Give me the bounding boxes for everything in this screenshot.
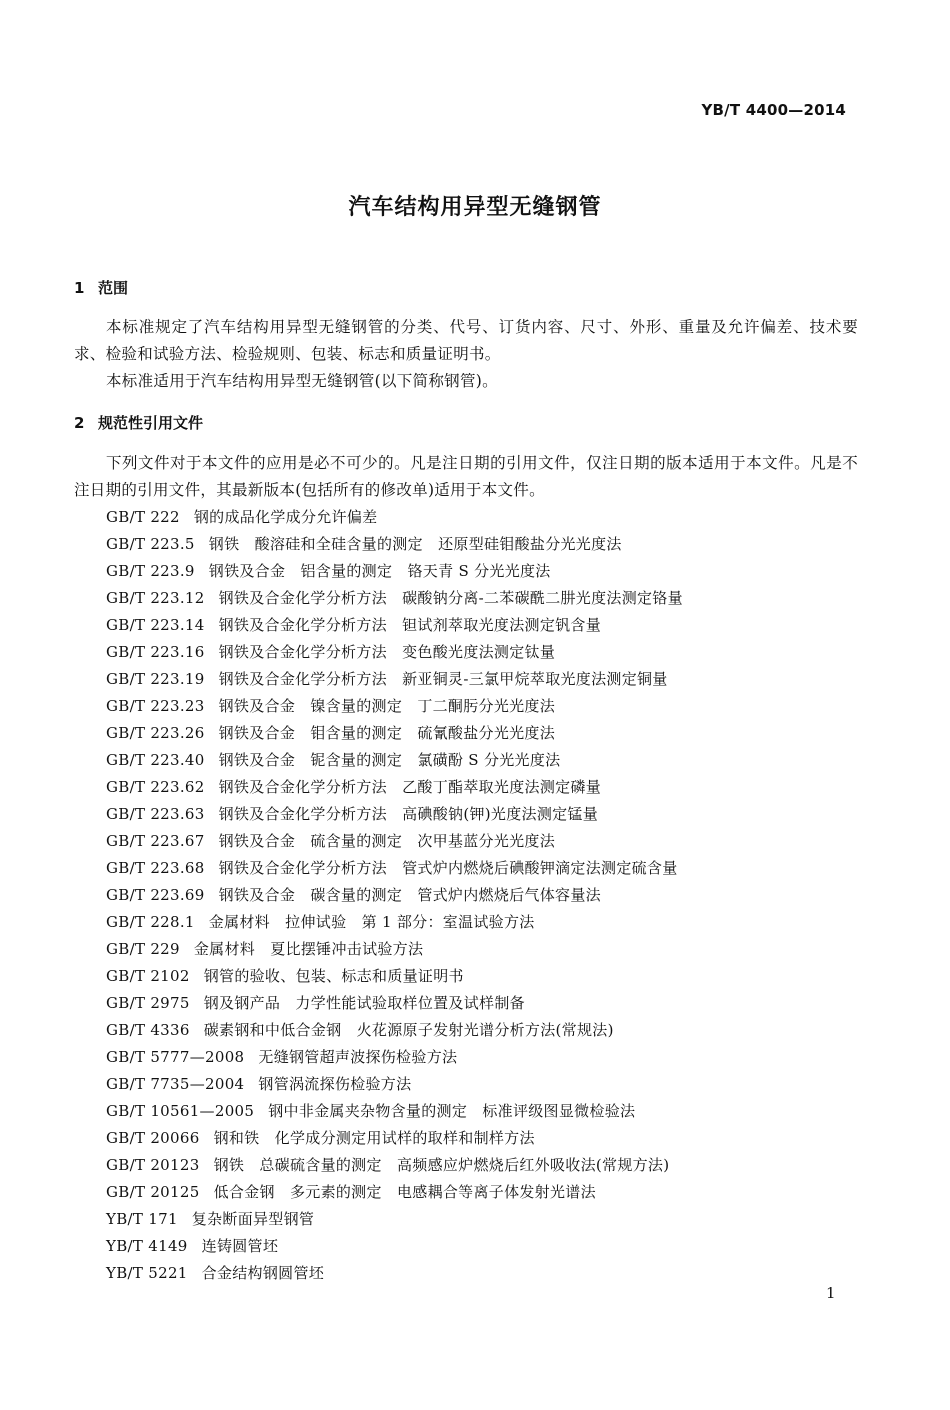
reference-title: 无缝钢管超声波探伤检验方法 — [258, 1048, 458, 1066]
reference-item — [106, 855, 683, 882]
reference-item — [106, 1017, 683, 1044]
reference-title: 钢铁及合金 钼含量的测定 硫氰酸盐分光光度法 — [218, 724, 556, 742]
reference-item — [106, 693, 683, 720]
reference-code: YB/T 5221 — [106, 1264, 188, 1282]
section-2-number: 2 — [74, 414, 85, 432]
reference-item — [106, 1098, 683, 1125]
reference-title: 钢铁及合金 铝含量的测定 铬天青 S 分光光度法 — [208, 562, 551, 580]
reference-code: GB/T 223.12 — [106, 589, 205, 607]
reference-title: 钢中非金属夹杂物含量的测定 标准评级图显微检验法 — [268, 1102, 636, 1120]
reference-item — [106, 1125, 683, 1152]
reference-code: GB/T 223.26 — [106, 724, 205, 742]
reference-code: GB/T 223.69 — [106, 886, 205, 904]
reference-title: 金属材料 拉伸试验 第 1 部分：室温试验方法 — [208, 913, 535, 931]
reference-code: GB/T 223.67 — [106, 832, 205, 850]
reference-item — [106, 1152, 683, 1179]
reference-item — [106, 963, 683, 990]
reference-code: GB/T 223.63 — [106, 805, 205, 823]
reference-title: 钢铁 酸溶硅和全硅含量的测定 还原型硅钼酸盐分光光度法 — [208, 535, 622, 553]
reference-code: GB/T 223.23 — [106, 697, 205, 715]
reference-item — [106, 639, 683, 666]
reference-code: GB/T 223.16 — [106, 643, 205, 661]
section-1-paragraph-1: 本标准规定了汽车结构用异型无缝钢管的分类、代号、订货内容、尺寸、外形、重量及允许偏差、技术要求、检验和试验方法、检验规则、包装、标志和质量证明书。 — [74, 318, 858, 363]
reference-code: GB/T 2102 — [106, 967, 190, 985]
reference-title: 钢铁及合金 碳含量的测定 管式炉内燃烧后气体容量法 — [218, 886, 601, 904]
reference-list — [106, 504, 683, 1287]
reference-title: 钢铁 总碳硫含量的测定 高频感应炉燃烧后红外吸收法(常规方法) — [213, 1156, 670, 1174]
reference-title: 钢铁及合金化学分析方法 乙酸丁酯萃取光度法测定磷量 — [218, 778, 602, 796]
reference-item — [106, 504, 683, 531]
reference-code: GB/T 228.1 — [106, 913, 195, 931]
reference-item — [106, 774, 683, 801]
reference-title: 钢铁及合金 硫含量的测定 次甲基蓝分光光度法 — [218, 832, 556, 850]
reference-code: YB/T 4149 — [106, 1237, 188, 1255]
reference-code: GB/T 223.62 — [106, 778, 205, 796]
reference-code: GB/T 223.14 — [106, 616, 205, 634]
reference-item — [106, 1071, 683, 1098]
reference-item — [106, 612, 683, 639]
reference-title: 钢的成品化学成分允许偏差 — [193, 508, 378, 526]
reference-title: 钢铁及合金化学分析方法 变色酸光度法测定钛量 — [218, 643, 556, 661]
reference-code: GB/T 5777—2008 — [106, 1048, 245, 1066]
standard-code: YB/T 4400—2014 — [701, 101, 846, 119]
reference-item — [106, 558, 683, 585]
reference-code: GB/T 4336 — [106, 1021, 190, 1039]
reference-code: GB/T 223.19 — [106, 670, 205, 688]
reference-title: 碳素钢和中低合金钢 火花源原子发射光谱分析方法(常规法) — [203, 1021, 614, 1039]
reference-code: GB/T 20125 — [106, 1183, 200, 1201]
reference-code: GB/T 223.9 — [106, 562, 195, 580]
section-1-number: 1 — [74, 279, 85, 297]
reference-item — [106, 585, 683, 612]
reference-code: GB/T 10561—2005 — [106, 1102, 255, 1120]
reference-title: 复杂断面异型钢管 — [191, 1210, 315, 1228]
reference-title: 钢管的验收、包装、标志和质量证明书 — [203, 967, 464, 985]
reference-item — [106, 990, 683, 1017]
reference-item — [106, 1260, 683, 1287]
section-1-paragraph-2: 本标准适用于汽车结构用异型无缝钢管(以下简称钢管)。 — [106, 372, 498, 390]
reference-title: 钢铁及合金 镍含量的测定 丁二酮肟分光光度法 — [218, 697, 556, 715]
reference-title: 连铸圆管坯 — [201, 1237, 279, 1255]
reference-code: GB/T 2975 — [106, 994, 190, 1012]
reference-item — [106, 666, 683, 693]
reference-item — [106, 531, 683, 558]
reference-title: 钢铁及合金化学分析方法 高碘酸钠(钾)光度法测定锰量 — [218, 805, 599, 823]
reference-code: GB/T 222 — [106, 508, 180, 526]
reference-item — [106, 1233, 683, 1260]
reference-title: 钢和铁 化学成分测定用试样的取样和制样方法 — [213, 1129, 535, 1147]
reference-title: 金属材料 夏比摆锤冲击试验方法 — [193, 940, 424, 958]
reference-title: 钢管涡流探伤检验方法 — [258, 1075, 412, 1093]
reference-item — [106, 1179, 683, 1206]
reference-title: 低合金钢 多元素的测定 电感耦合等离子体发射光谱法 — [213, 1183, 596, 1201]
reference-code: YB/T 171 — [106, 1210, 178, 1228]
section-2-intro: 下列文件对于本文件的应用是必不可少的。凡是注日期的引用文件，仅注日期的版本适用于本文件。凡是不注日期的引用文件，其最新版本(包括所有的修改单)适用于本文件。 — [74, 454, 858, 499]
section-1-title: 范围 — [98, 279, 129, 297]
reference-title: 钢及钢产品 力学性能试验取样位置及试样制备 — [203, 994, 525, 1012]
reference-item — [106, 909, 683, 936]
section-1-heading — [74, 277, 128, 298]
reference-title: 钢铁及合金化学分析方法 钽试剂萃取光度法测定钒含量 — [218, 616, 602, 634]
reference-item — [106, 1044, 683, 1071]
reference-item — [106, 828, 683, 855]
reference-code: GB/T 223.5 — [106, 535, 195, 553]
reference-item — [106, 747, 683, 774]
reference-item — [106, 882, 683, 909]
reference-title: 钢铁及合金 铌含量的测定 氯磺酚 S 分光光度法 — [218, 751, 561, 769]
reference-code: GB/T 7735—2004 — [106, 1075, 245, 1093]
reference-item — [106, 720, 683, 747]
reference-title: 钢铁及合金化学分析方法 管式炉内燃烧后碘酸钾滴定法测定硫含量 — [218, 859, 678, 877]
reference-code: GB/T 229 — [106, 940, 180, 958]
reference-item — [106, 801, 683, 828]
reference-code: GB/T 20066 — [106, 1129, 200, 1147]
document-title: 汽车结构用异型无缝钢管 — [348, 195, 602, 220]
section-2-heading — [74, 412, 203, 433]
reference-code: GB/T 20123 — [106, 1156, 200, 1174]
reference-title: 合金结构钢圆管坯 — [201, 1264, 325, 1282]
page-number: 1 — [826, 1284, 836, 1302]
section-2-title: 规范性引用文件 — [98, 414, 204, 432]
reference-title: 钢铁及合金化学分析方法 碳酸钠分离-二苯碳酰二肼光度法测定铬量 — [218, 589, 683, 607]
reference-title: 钢铁及合金化学分析方法 新亚铜灵-三氯甲烷萃取光度法测定铜量 — [218, 670, 668, 688]
reference-item — [106, 936, 683, 963]
reference-code: GB/T 223.68 — [106, 859, 205, 877]
reference-code: GB/T 223.40 — [106, 751, 205, 769]
reference-item — [106, 1206, 683, 1233]
